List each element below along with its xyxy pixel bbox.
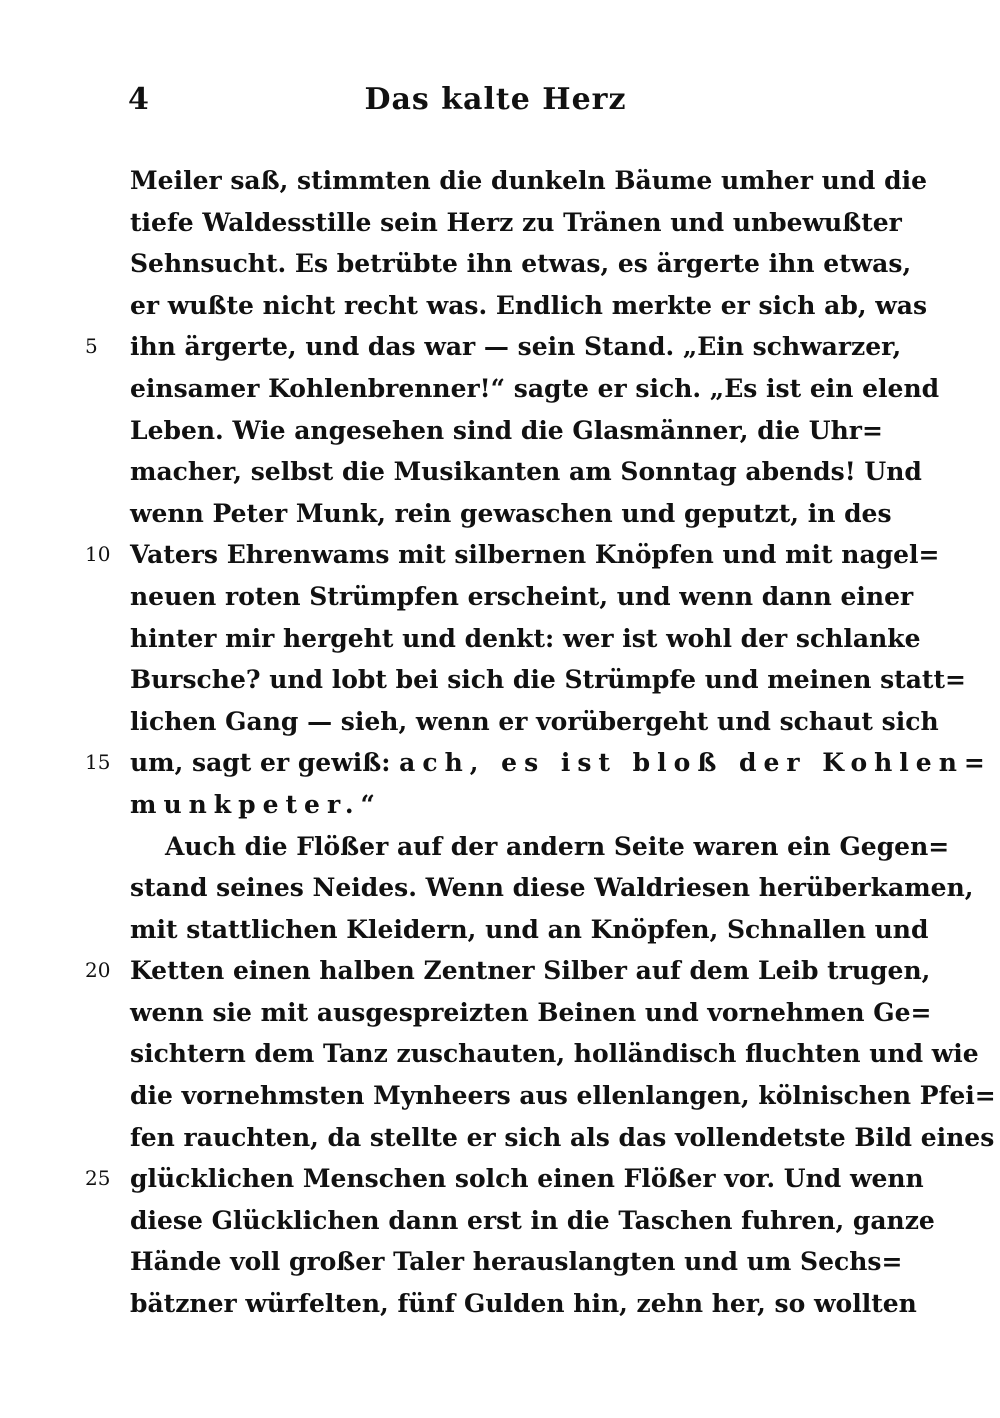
- line-text: stand seines Neides. Wenn diese Waldriesen herüberkamen,: [130, 873, 974, 903]
- line-text: einsamer Kohlenbrenner!“ sagte er sich. „Es ist ein elend: [130, 373, 940, 403]
- closing-quote: “: [360, 789, 375, 819]
- text-line: [85, 950, 931, 992]
- line-text: bätzner würfelten, fünf Gulden hin, zehn her, so wollten: [130, 1289, 917, 1319]
- line-text: Leben. Wie angesehen sind die Glasmänner, die Uhr=: [130, 415, 883, 445]
- line-text: neuen roten Strümpfen erscheint, und wenn dann einer: [130, 581, 914, 611]
- line-text: Vaters Ehrenwams mit silbernen Knöpfen und mit nagel=: [130, 540, 940, 570]
- body-text: [85, 160, 996, 1325]
- line-text: macher, selbst die Musikanten am Sonntag abends! Und: [130, 457, 922, 487]
- text-line: [130, 1241, 903, 1283]
- spaced-emphasis: munkpeter.: [130, 789, 361, 819]
- text-line: [130, 202, 902, 244]
- line-text: fen rauchten, da stellte er sich als das vollendetste Bild eines: [130, 1122, 995, 1152]
- text-line: [130, 1200, 935, 1242]
- text-line: [130, 410, 883, 452]
- line-number: 15: [85, 750, 111, 775]
- line-text: wenn sie mit ausgespreizten Beinen und vornehmen Ge=: [130, 997, 932, 1027]
- line-text: Meiler saß, stimmten die dunkeln Bäume umher und die: [130, 166, 927, 195]
- line-text: er wußte nicht recht was. Endlich merkte er sich ab, was: [130, 290, 928, 320]
- text-line: [130, 659, 966, 701]
- line-text: wenn Peter Munk, rein gewaschen und geputzt, in des: [130, 498, 892, 528]
- line-text: die vornehmsten Mynheers aus ellenlangen, kölnischen Pfei=: [130, 1081, 996, 1111]
- text-line: [130, 1283, 917, 1325]
- text-line: [130, 243, 912, 285]
- text-line: [130, 1075, 996, 1117]
- text-line: [130, 992, 932, 1034]
- text-line: [85, 1158, 924, 1200]
- line-text: diese Glücklichen dann erst in die Taschen fuhren, ganze: [130, 1205, 935, 1235]
- text-line: [130, 368, 940, 410]
- text-line: [130, 909, 929, 951]
- text-line: [130, 826, 950, 868]
- text-line: [85, 326, 902, 368]
- text-line: [130, 285, 928, 327]
- text-line: [130, 867, 974, 909]
- spaced-emphasis: ach, es ist bloß der Kohlen=: [399, 748, 992, 778]
- running-header: [128, 82, 863, 122]
- line-number: 20: [85, 958, 111, 983]
- text-line: [130, 160, 927, 202]
- line-text: glücklichen Menschen solch einen Flößer vor. Und wenn: [130, 1164, 924, 1194]
- text-line: [130, 451, 922, 493]
- line-text: tiefe Waldesstille sein Herz zu Tränen und unbewußter: [130, 207, 902, 237]
- text-line: [130, 618, 921, 660]
- line-text: Auch die Flößer auf der andern Seite waren ein Gegen=: [165, 831, 950, 861]
- text-line: [85, 742, 992, 784]
- line-text: sichtern dem Tanz zuschauten, holländisch fluchten und wie: [130, 1039, 979, 1069]
- running-title: Das kalte Herz: [364, 82, 627, 117]
- text-line: [130, 1117, 995, 1159]
- line-number: 10: [85, 542, 111, 567]
- page-number: 4: [128, 82, 149, 117]
- line-text: Sehnsucht. Es betrübte ihn etwas, es ärgerte ihn etwas,: [130, 249, 912, 279]
- line-text: lichen Gang — sieh, wenn er vorübergeht und schaut sich: [130, 706, 939, 736]
- line-number: 25: [85, 1166, 111, 1191]
- line-text: mit stattlichen Kleidern, und an Knöpfen, Schnallen und: [130, 914, 929, 944]
- text-line: [85, 534, 940, 576]
- line-text: Hände voll großer Taler herauslangten und um Sechs=: [130, 1247, 903, 1277]
- line-number: 5: [85, 334, 98, 359]
- text-line: [130, 1033, 979, 1075]
- text-line: [130, 576, 914, 618]
- line-text: hinter mir hergeht und denkt: wer ist wohl der schlanke: [130, 623, 921, 653]
- line-text: um, sagt er gewiß:: [130, 748, 400, 778]
- text-line: [130, 701, 939, 743]
- line-text: Bursche? und lobt bei sich die Strümpfe und meinen statt=: [130, 665, 966, 695]
- line-text: ihn ärgerte, und das war — sein Stand. „Ein schwarzer,: [130, 332, 902, 362]
- text-line: [130, 493, 892, 535]
- text-line: [130, 784, 860, 826]
- line-text: Ketten einen halben Zentner Silber auf dem Leib trugen,: [130, 956, 931, 986]
